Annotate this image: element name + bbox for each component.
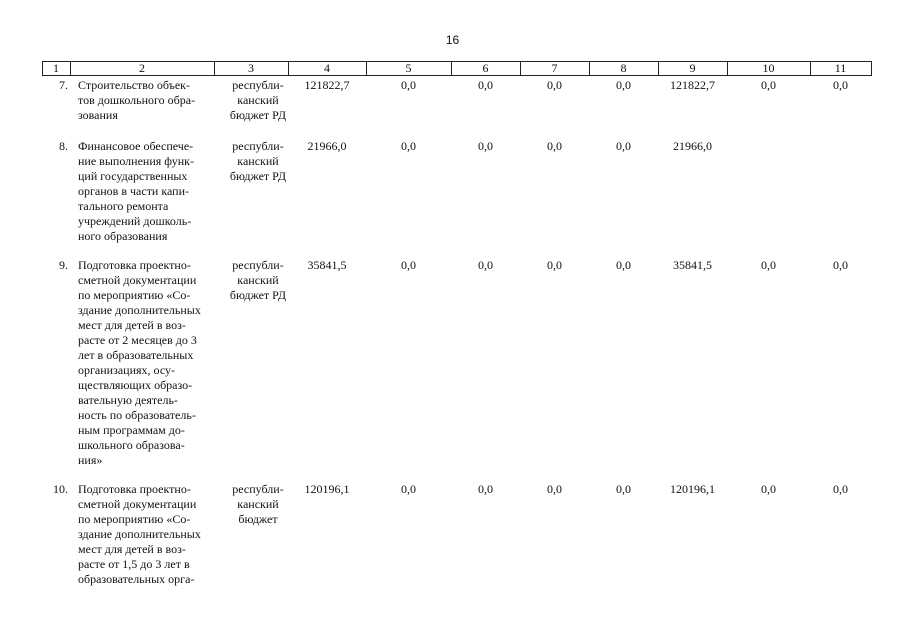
value-cell: 0,0 <box>401 139 416 153</box>
value-cell: 35841,5 <box>307 258 347 272</box>
column-header: 9 <box>689 61 696 75</box>
column-header: 3 <box>248 61 254 75</box>
funding-source: республи- канский бюджет <box>232 482 284 526</box>
row-number: 9. <box>59 258 68 272</box>
value-cell: 120196,1 <box>670 482 715 496</box>
value-cell: 0,0 <box>761 482 776 496</box>
value-cell: 120196,1 <box>304 482 350 496</box>
value-cell: 0,0 <box>616 78 631 92</box>
value-cell: 21966,0 <box>307 139 347 153</box>
value-cell: 0,0 <box>547 139 562 153</box>
column-header: 10 <box>762 61 775 75</box>
funding-source: республи- канский бюджет РД <box>229 258 287 302</box>
column-header: 1 <box>53 61 59 75</box>
column-header: 5 <box>405 61 412 75</box>
value-cell: 0,0 <box>401 258 416 272</box>
value-cell: 0,0 <box>616 258 631 272</box>
value-cell: 0,0 <box>478 139 493 153</box>
value-cell: 0,0 <box>478 78 493 92</box>
column-header: 2 <box>139 61 145 75</box>
page-number: 16 <box>445 33 460 47</box>
column-header: 6 <box>482 61 489 75</box>
value-cell: 0,0 <box>547 258 562 272</box>
header-bottom-border <box>42 75 872 76</box>
value-cell: 0,0 <box>478 258 493 272</box>
value-cell: 0,0 <box>616 139 631 153</box>
value-cell: 0,0 <box>761 258 776 272</box>
value-cell: 0,0 <box>833 258 848 272</box>
column-divider <box>871 61 872 75</box>
column-header: 4 <box>324 61 330 75</box>
value-cell: 0,0 <box>478 482 493 496</box>
row-description: Подготовка проектно- сметной документации по мероприятию «Со- здание дополнительных мест для детей в воз- расте от 2 месяцев до 3 лет в образовательных организациях, осу- ществляющих образо- вательную деятель- ность по образователь- ным программам до- школьного образова- ния» <box>78 258 201 467</box>
value-cell: 121822,7 <box>670 78 715 92</box>
value-cell: 0,0 <box>401 78 416 92</box>
row-number: 10. <box>53 482 68 496</box>
funding-source: республи- канский бюджет РД <box>229 78 287 122</box>
row-description: Финансовое обеспече- ние выполнения функ- ций государственных органов в части капи- тального ремонта учреждений дошколь- ного образования <box>78 139 194 243</box>
funding-source: республи- канский бюджет РД <box>229 139 287 183</box>
row-description: Подготовка проектно- сметной документации по мероприятию «Со- здание дополнительных мест для детей в воз- расте от 1,5 до 3 лет в образовательных орга- <box>78 482 201 586</box>
value-cell: 0,0 <box>761 78 776 92</box>
value-cell: 0,0 <box>616 482 631 496</box>
column-header: 8 <box>620 61 627 75</box>
row-description: Строительство объек- тов дошкольного обра- зования <box>78 78 196 122</box>
value-cell: 0,0 <box>547 78 562 92</box>
value-cell: 0,0 <box>401 482 416 496</box>
value-cell: 21966,0 <box>673 139 712 153</box>
value-cell: 0,0 <box>833 482 848 496</box>
row-number: 7. <box>59 78 68 92</box>
value-cell: 0,0 <box>833 78 848 92</box>
column-header: 7 <box>551 61 558 75</box>
value-cell: 0,0 <box>547 482 562 496</box>
value-cell: 35841,5 <box>673 258 712 272</box>
budget-table <box>42 61 872 640</box>
row-number: 8. <box>59 139 68 153</box>
value-cell: 121822,7 <box>304 78 350 92</box>
column-header: 11 <box>834 61 847 75</box>
